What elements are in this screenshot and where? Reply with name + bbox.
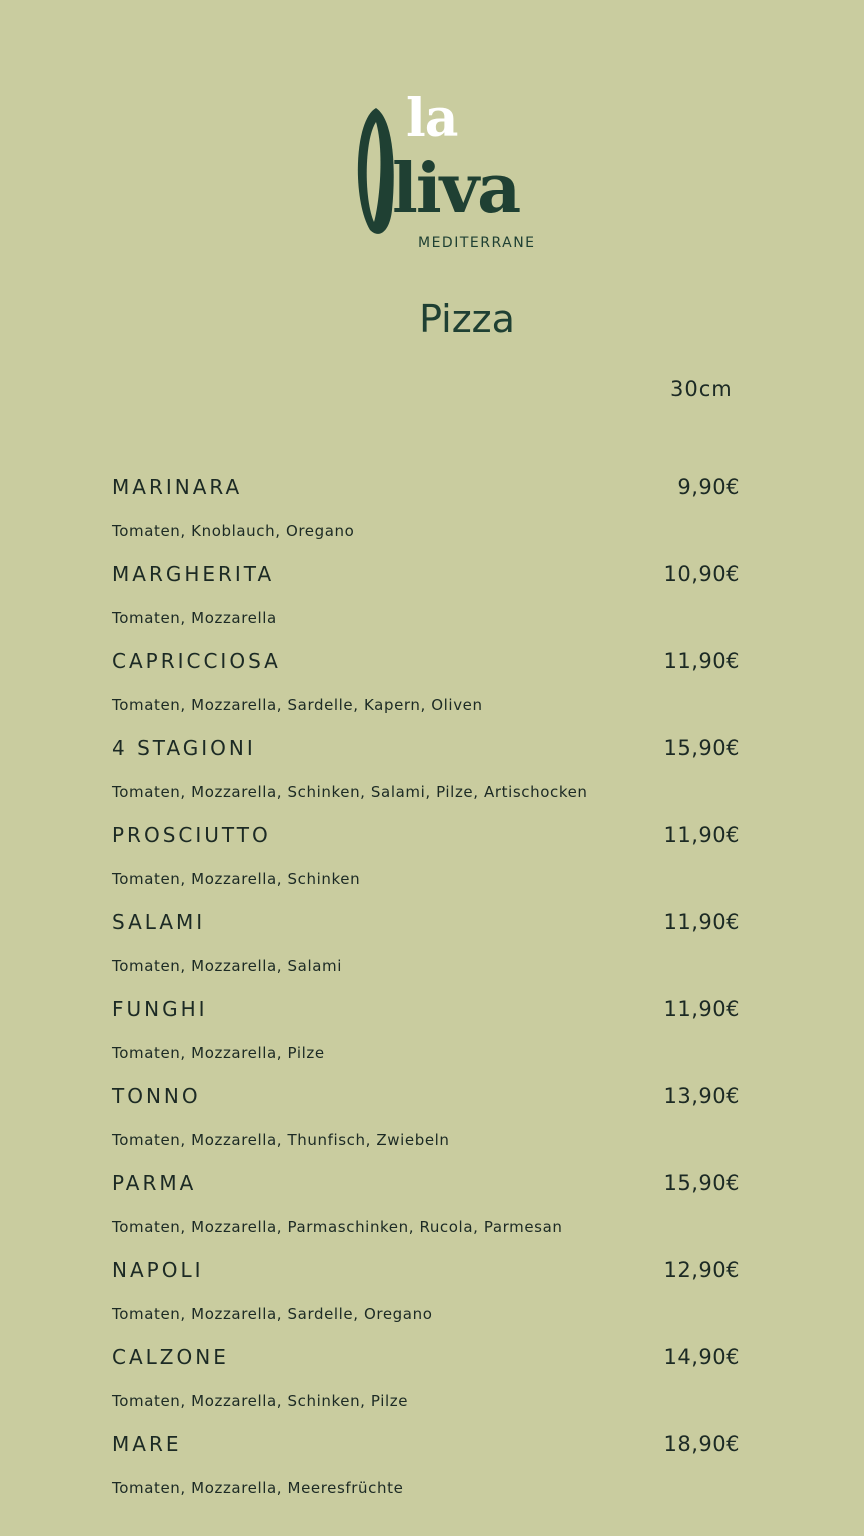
menu-item: [112, 647, 752, 734]
item-price: 18,90€: [663, 1432, 740, 1456]
menu-item: [112, 995, 752, 1082]
menu-item: [112, 1343, 752, 1430]
menu-item: [112, 1256, 752, 1343]
logo-wordmark-top: la: [406, 88, 458, 149]
item-price: 13,90€: [663, 1084, 740, 1108]
item-price: 10,90€: [663, 562, 740, 586]
item-description: Tomaten, Mozzarella, Salami: [112, 957, 342, 975]
item-name: TONNO: [112, 1084, 201, 1108]
item-description: Tomaten, Mozzarella, Sardelle, Kapern, Oliven: [112, 696, 483, 714]
item-price: 15,90€: [663, 1171, 740, 1195]
item-description: Tomaten, Mozzarella, Pilze: [112, 1044, 325, 1062]
item-price: 11,90€: [663, 997, 740, 1021]
item-description: Tomaten, Mozzarella, Schinken, Salami, Pilze, Artischocken: [112, 783, 588, 801]
menu-item: [112, 1430, 752, 1517]
menu-item: [112, 1082, 752, 1169]
item-name: MARGHERITA: [112, 562, 275, 586]
item-description: Tomaten, Mozzarella, Schinken, Pilze: [112, 1392, 409, 1410]
item-name: MARE: [112, 1432, 182, 1456]
item-name: 4 STAGIONI: [112, 736, 256, 760]
item-description: Tomaten, Mozzarella, Parmaschinken, Rucola, Parmesan: [112, 1218, 563, 1236]
menu-item: [112, 908, 752, 995]
menu-list: [112, 473, 752, 1517]
item-name: CALZONE: [112, 1345, 229, 1369]
item-price: 11,90€: [663, 823, 740, 847]
item-description: Tomaten, Mozzarella, Meeresfrüchte: [112, 1479, 404, 1497]
item-name: PROSCIUTTO: [112, 823, 271, 847]
item-description: Tomaten, Mozzarella, Schinken: [112, 870, 361, 888]
item-description: Tomaten, Mozzarella, Sardelle, Oregano: [112, 1305, 433, 1323]
logo-wordmark-main: liva: [392, 149, 520, 229]
item-name: NAPOLI: [112, 1258, 204, 1282]
item-name: CAPRICCIOSA: [112, 649, 281, 673]
section-title: Pizza: [419, 297, 515, 341]
item-price: 15,90€: [663, 736, 740, 760]
item-name: FUNGHI: [112, 997, 208, 1021]
item-description: Tomaten, Mozzarella, Thunfisch, Zwiebeln: [112, 1131, 450, 1149]
size-label: 30cm: [670, 377, 733, 401]
item-price: 14,90€: [663, 1345, 740, 1369]
item-price: 11,90€: [663, 910, 740, 934]
item-description: Tomaten, Knoblauch, Oregano: [112, 522, 355, 540]
item-name: SALAMI: [112, 910, 206, 934]
item-price: 12,90€: [663, 1258, 740, 1282]
menu-item: [112, 734, 752, 821]
item-description: Tomaten, Mozzarella: [112, 609, 277, 627]
menu-item: [112, 473, 752, 560]
item-name: PARMA: [112, 1171, 197, 1195]
menu-item: [112, 1169, 752, 1256]
item-price: 9,90€: [677, 475, 740, 499]
item-price: 11,90€: [663, 649, 740, 673]
menu-item: [112, 821, 752, 908]
item-name: MARINARA: [112, 475, 243, 499]
menu-item: [112, 560, 752, 647]
logo-subtitle: MEDITERRANE: [418, 235, 536, 251]
